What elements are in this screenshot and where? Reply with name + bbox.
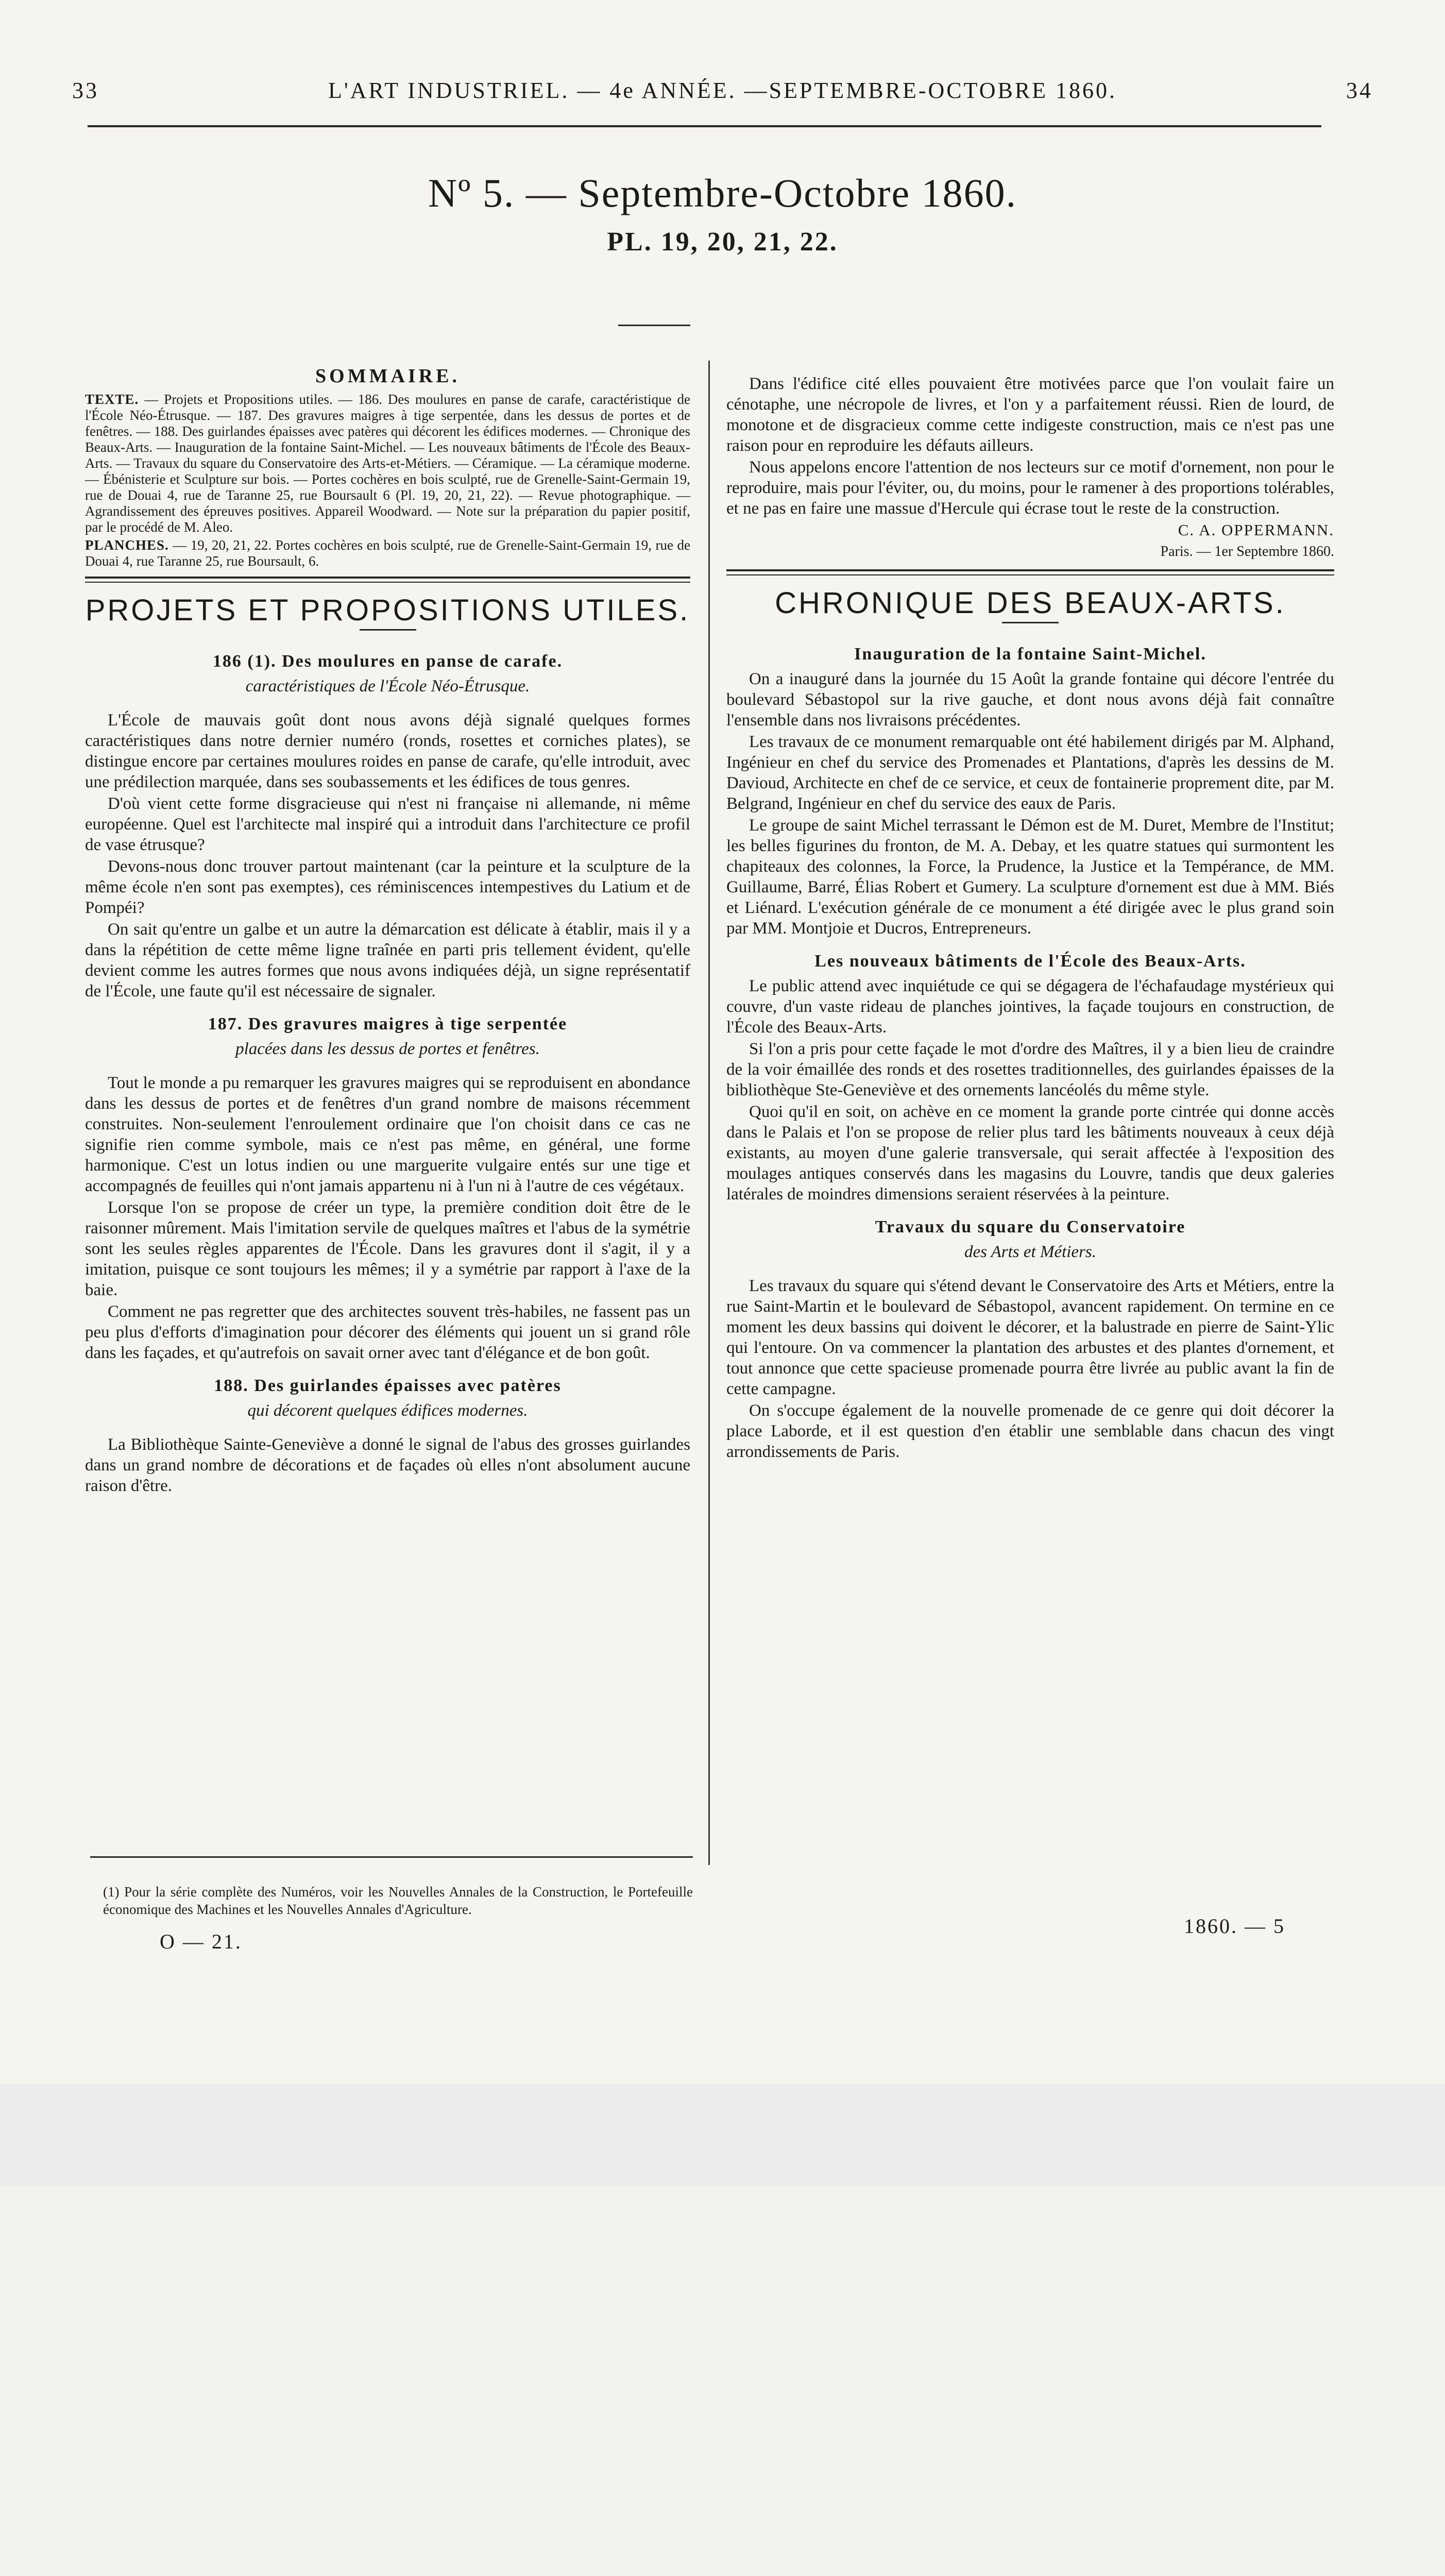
- square-subheading: des Arts et Métiers.: [964, 1243, 1097, 1261]
- article-187-subheading: placées dans les dessus de portes et fenêtres.: [235, 1040, 540, 1058]
- texte-label: TEXTE.: [85, 392, 139, 407]
- beauxarts-heading: Les nouveaux bâtiments de l'École des Beaux-Arts.: [814, 952, 1246, 971]
- square-heading: Travaux du square du Conservatoire: [875, 1217, 1186, 1236]
- beauxarts-p3: Quoi qu'il en soit, on achève en ce moment la grande porte cintrée qui donne accès dans le Palais et l'on se propose de relier plus tard les bâtiments nouveaux à ceux déjà existants, au moyen d'une galerie transversale, qui serait affectée à l'exposition des moulages antiques conservés dans les magasins du Louvre, tandis que deux galeries latérales de moindres dimensions seraient réservées à la peinture.: [726, 1103, 1334, 1204]
- page-number-left: 33: [72, 78, 99, 103]
- journal-title: L'ART INDUSTRIEL. — 4e ANNÉE. —SEPTEMBRE-OCTOBRE 1860.: [328, 78, 1117, 103]
- fontaine-p3: Le groupe de saint Michel terrassant le Démon est de M. Duret, Membre de l'Institut; les belles figurines du fronton, de M. A. Debay, et les quatre statues qui surmontent les chapiteaux des colonnes, la Force, la Prudence, la Justice et la Tempérance, de MM. Guillaume, Barré, Élias Robert et Gumery. La sculpture d'ornement est due à MM. Biés et Liénard. L'exécution générale de ce monument a été dirigée avec le plus grand soin par MM. Montjoie et Ducros, Entrepreneurs.: [726, 816, 1334, 938]
- section-title-projets: PROJETS ET PROPOSITIONS UTILES.: [85, 594, 690, 627]
- library-bar: [0, 2083, 1445, 2187]
- footnote-rule: [90, 1856, 693, 1858]
- footnote: (1) Pour la série complète des Numéros, voir les Nouvelles Annales de la Construction, le Portefeuille économique des Machines et les Nouvelles Annales d'Agriculture.: [103, 1884, 693, 1917]
- article-186-p3: Devons-nous donc trouver partout maintenant (car la peinture et la sculpture de la même école n'en sont pas exemptes), ces réminiscences intempestives du Latium et de Pompéi?: [85, 857, 690, 917]
- article-187-p2: Lorsque l'on se propose de créer un type, la première condition doit être de le raisonner mûrement. Mais l'imitation servile de quelques maîtres et l'abus de la symétrie sont les seules règles apparentes de l'École. Dans les gravures dont il s'agit, il y a imitation, puisque ce sont toujours les mêmes; il y a symétrie par rapport à l'axe de la baie.: [85, 1198, 690, 1299]
- section-divider: [360, 629, 416, 631]
- article-186-subheading: caractéristiques de l'École Néo-Étrusque.: [245, 677, 530, 696]
- square-p2: On s'occupe également de la nouvelle promenade de ce genre qui doit décorer la place Laborde, et il est question d'en établir une semblable dans chacun des vingt arrondissements de Paris.: [726, 1401, 1334, 1461]
- column-separator: [708, 361, 710, 1865]
- intro-p2: Nous appelons encore l'attention de nos lecteurs sur ce motif d'ornement, non pour le reproduire, mais pour l'éviter, ou, du moins, pour le ramener à des proportions tolérables, et ne pas en faire une massue d'Hercule qui écrase tout le reste de la construction.: [726, 458, 1334, 518]
- beauxarts-p1: Le public attend avec inquiétude ce qui se dégagera de l'échafaudage mystérieux qui couvre, d'un vaste rideau de planches jointives, la façade toujours en construction, de l'École des Beaux-Arts.: [726, 977, 1334, 1037]
- article-186-heading: 186 (1). Des moulures en panse de carafe.: [212, 652, 563, 671]
- page-footer: 1860. — 5: [1184, 1914, 1285, 1938]
- sommaire-texte: — Projets et Propositions utiles. — 186. Des moulures en panse de carafe, caractéristique de l'École Néo-Étrusque. — 187. Des gravures maigres à tige serpentée, dans les dessus de portes et de fenêtres. — 188. Des guirlandes épaisses avec patères qui décorent les édifices modernes. — Chronique des Beaux-Arts. — Inauguration de la fontaine Saint-Michel. — Les nouveaux bâtiments de l'École des Beaux-Arts. — Travaux du square du Conservatoire des Arts-et-Métiers. — Céramique. — La céramique moderne. — Ébénisterie et Sculpture sur bois. — Portes cochères en bois sculpté, rue de Grenelle-Saint-Germain 19, rue de Douai 4, rue de Taranne 25, rue Boursault 6 (Pl. 19, 20, 21, 22). — Revue photographique. — Agrandissement des épreuves positives. Appareil Woodward. — Note sur la préparation du papier positif, par le procédé de M. Aleo.: [85, 392, 690, 535]
- header-rule: [88, 125, 1321, 127]
- article-187-heading: 187. Des gravures maigres à tige serpentée: [208, 1014, 568, 1033]
- article-188-p1: La Bibliothèque Sainte-Geneviève a donné le signal de l'abus des grosses guirlandes dans un grand nombre de décorations et de façades où elles n'ont absolument aucune raison d'être.: [85, 1435, 690, 1495]
- title-divider: [618, 325, 690, 326]
- sheet-mark: O — 21.: [160, 1930, 242, 1953]
- article-187-p3: Comment ne pas regretter que des architectes souvent très-habiles, ne fassent pas un peu plus d'efforts d'imagination pour décorer des éléments qui jouent un si grand rôle dans les façades, et qu'autrefois on savait orner avec tant d'élégance et de bon goût.: [85, 1302, 690, 1362]
- left-column: [85, 366, 690, 1497]
- beauxarts-p2: Si l'on a pris pour cette façade le mot d'ordre des Maîtres, il y a bien lieu de craindre de la voir émaillée des ronds et des rosettes traditionnelles, des guirlandes épaisses de la bibliothèque Ste-Geneviève et des ornements lancéolés du même style.: [726, 1040, 1334, 1099]
- fontaine-heading: Inauguration de la fontaine Saint-Michel.: [854, 645, 1206, 664]
- planches-label: PLANCHES.: [85, 537, 169, 553]
- article-186-p4: On sait qu'entre un galbe et un autre la démarcation est délicate à établir, mais il y a dans la répétition de cette même ligne traînée en parti pris tellement évident, qu'elle devient comme les autres formes que nous avons indiquées déjà, un signe représentatif de l'École, une faute qu'il est nécessaire de signaler.: [85, 920, 690, 1001]
- article-188-subheading: qui décorent quelques édifices modernes.: [247, 1401, 528, 1420]
- section-title-chronique: CHRONIQUE DES BEAUX-ARTS.: [775, 586, 1286, 620]
- signature-date: Paris. — 1er Septembre 1860.: [1160, 544, 1334, 560]
- sommaire-rule: [85, 577, 690, 583]
- signature: C. A. OPPERMANN.: [1178, 521, 1334, 539]
- sommaire-planches: — 19, 20, 21, 22. Portes cochères en bois sculpté, rue de Grenelle-Saint-Germain 19, rue de Douai 4, rue Taranne 25, rue Boursault, 6.: [85, 537, 690, 569]
- sommaire-title: SOMMAIRE.: [315, 365, 460, 387]
- article-188-heading: 188. Des guirlandes épaisses avec patères: [214, 1376, 562, 1395]
- intro-p1: Dans l'édifice cité elles pouvaient être motivées parce que l'on voulait faire un cénotaphe, une nécropole de livres, et l'on y a parfaitement réussi. Rien de lourd, de monotone et de disgracieux comme cette indigeste construction, mais ce n'est pas une raison pour en reproduire les défauts ailleurs.: [726, 375, 1334, 455]
- issue-plates: PL. 19, 20, 21, 22.: [607, 227, 838, 257]
- article-187-p1: Tout le monde a pu remarquer les gravures maigres qui se reproduisent en abondance dans les dessus de portes et de fenêtres d'un grand nombre de maisons récemment construites. Non-seulement l'enroulement ordinaire que l'on choisit dans ce cas ne signifie rien comme symbole, mais ce n'est pas même, en général, une forme harmonique. C'est un lotus indien ou une marguerite vulgaire entés sur une tige et accompagnés de feuilles qui n'ont jamais appartenu ni à l'un ni à l'autre de ces végétaux.: [85, 1074, 690, 1195]
- fontaine-p1: On a inauguré dans la journée du 15 Août la grande fontaine qui décore l'entrée du boulevard Sébastopol sur la rive gauche, et dont nous avons déjà fait connaître l'ensemble dans nos livraisons précédentes.: [726, 670, 1334, 730]
- fontaine-p2: Les travaux de ce monument remarquable ont été habilement dirigés par M. Alphand, Ingénieur en chef du service des Promenades et Plantations, d'après les dessins de M. Davioud, Architecte en chef de ce service, et ceux de fontainerie proprement dite, par M. Belgrand, Ingénieur en chef du service des eaux de Paris.: [726, 733, 1334, 813]
- chronique-rule: [726, 569, 1334, 575]
- article-186-p1: L'École de mauvais goût dont nous avons déjà signalé quelques formes caractéristiques dans notre dernier numéro (ronds, rosettes et corniches plates), se distingue encore par certaines moulures roides en panse de carafe, qu'elle introduit, avec une prédilection marquée, dans ses soubassements et les édifices de tous genres.: [85, 711, 690, 791]
- running-head: [72, 77, 1373, 113]
- square-p1: Les travaux du square qui s'étend devant le Conservatoire des Arts et Métiers, entre la rue Saint-Martin et le boulevard de Sébastopol, avancent rapidement. On termine en ce moment les deux bassins qui doivent le décorer, et la balustrade en pierre de Saint-Ylic qui l'entoure. On va commencer la plantation des arbustes et des plantes d'ornement, et tout annonce que cette spacieuse promenade pourra être livrée au public avant la fin de cette campagne.: [726, 1277, 1334, 1398]
- chronique-divider: [1002, 622, 1059, 623]
- article-186-p2: D'où vient cette forme disgracieuse qui n'est ni française ni allemande, ni même européenne. Quel est l'architecte mal inspiré qui a introduit dans l'architecture ce profil de vase étrusque?: [85, 794, 690, 854]
- right-column: [726, 374, 1334, 1463]
- sommaire: [85, 392, 690, 569]
- page-number-right: 34: [1346, 78, 1373, 103]
- issue-title: Nº 5. — Septembre-Octobre 1860.: [428, 171, 1017, 215]
